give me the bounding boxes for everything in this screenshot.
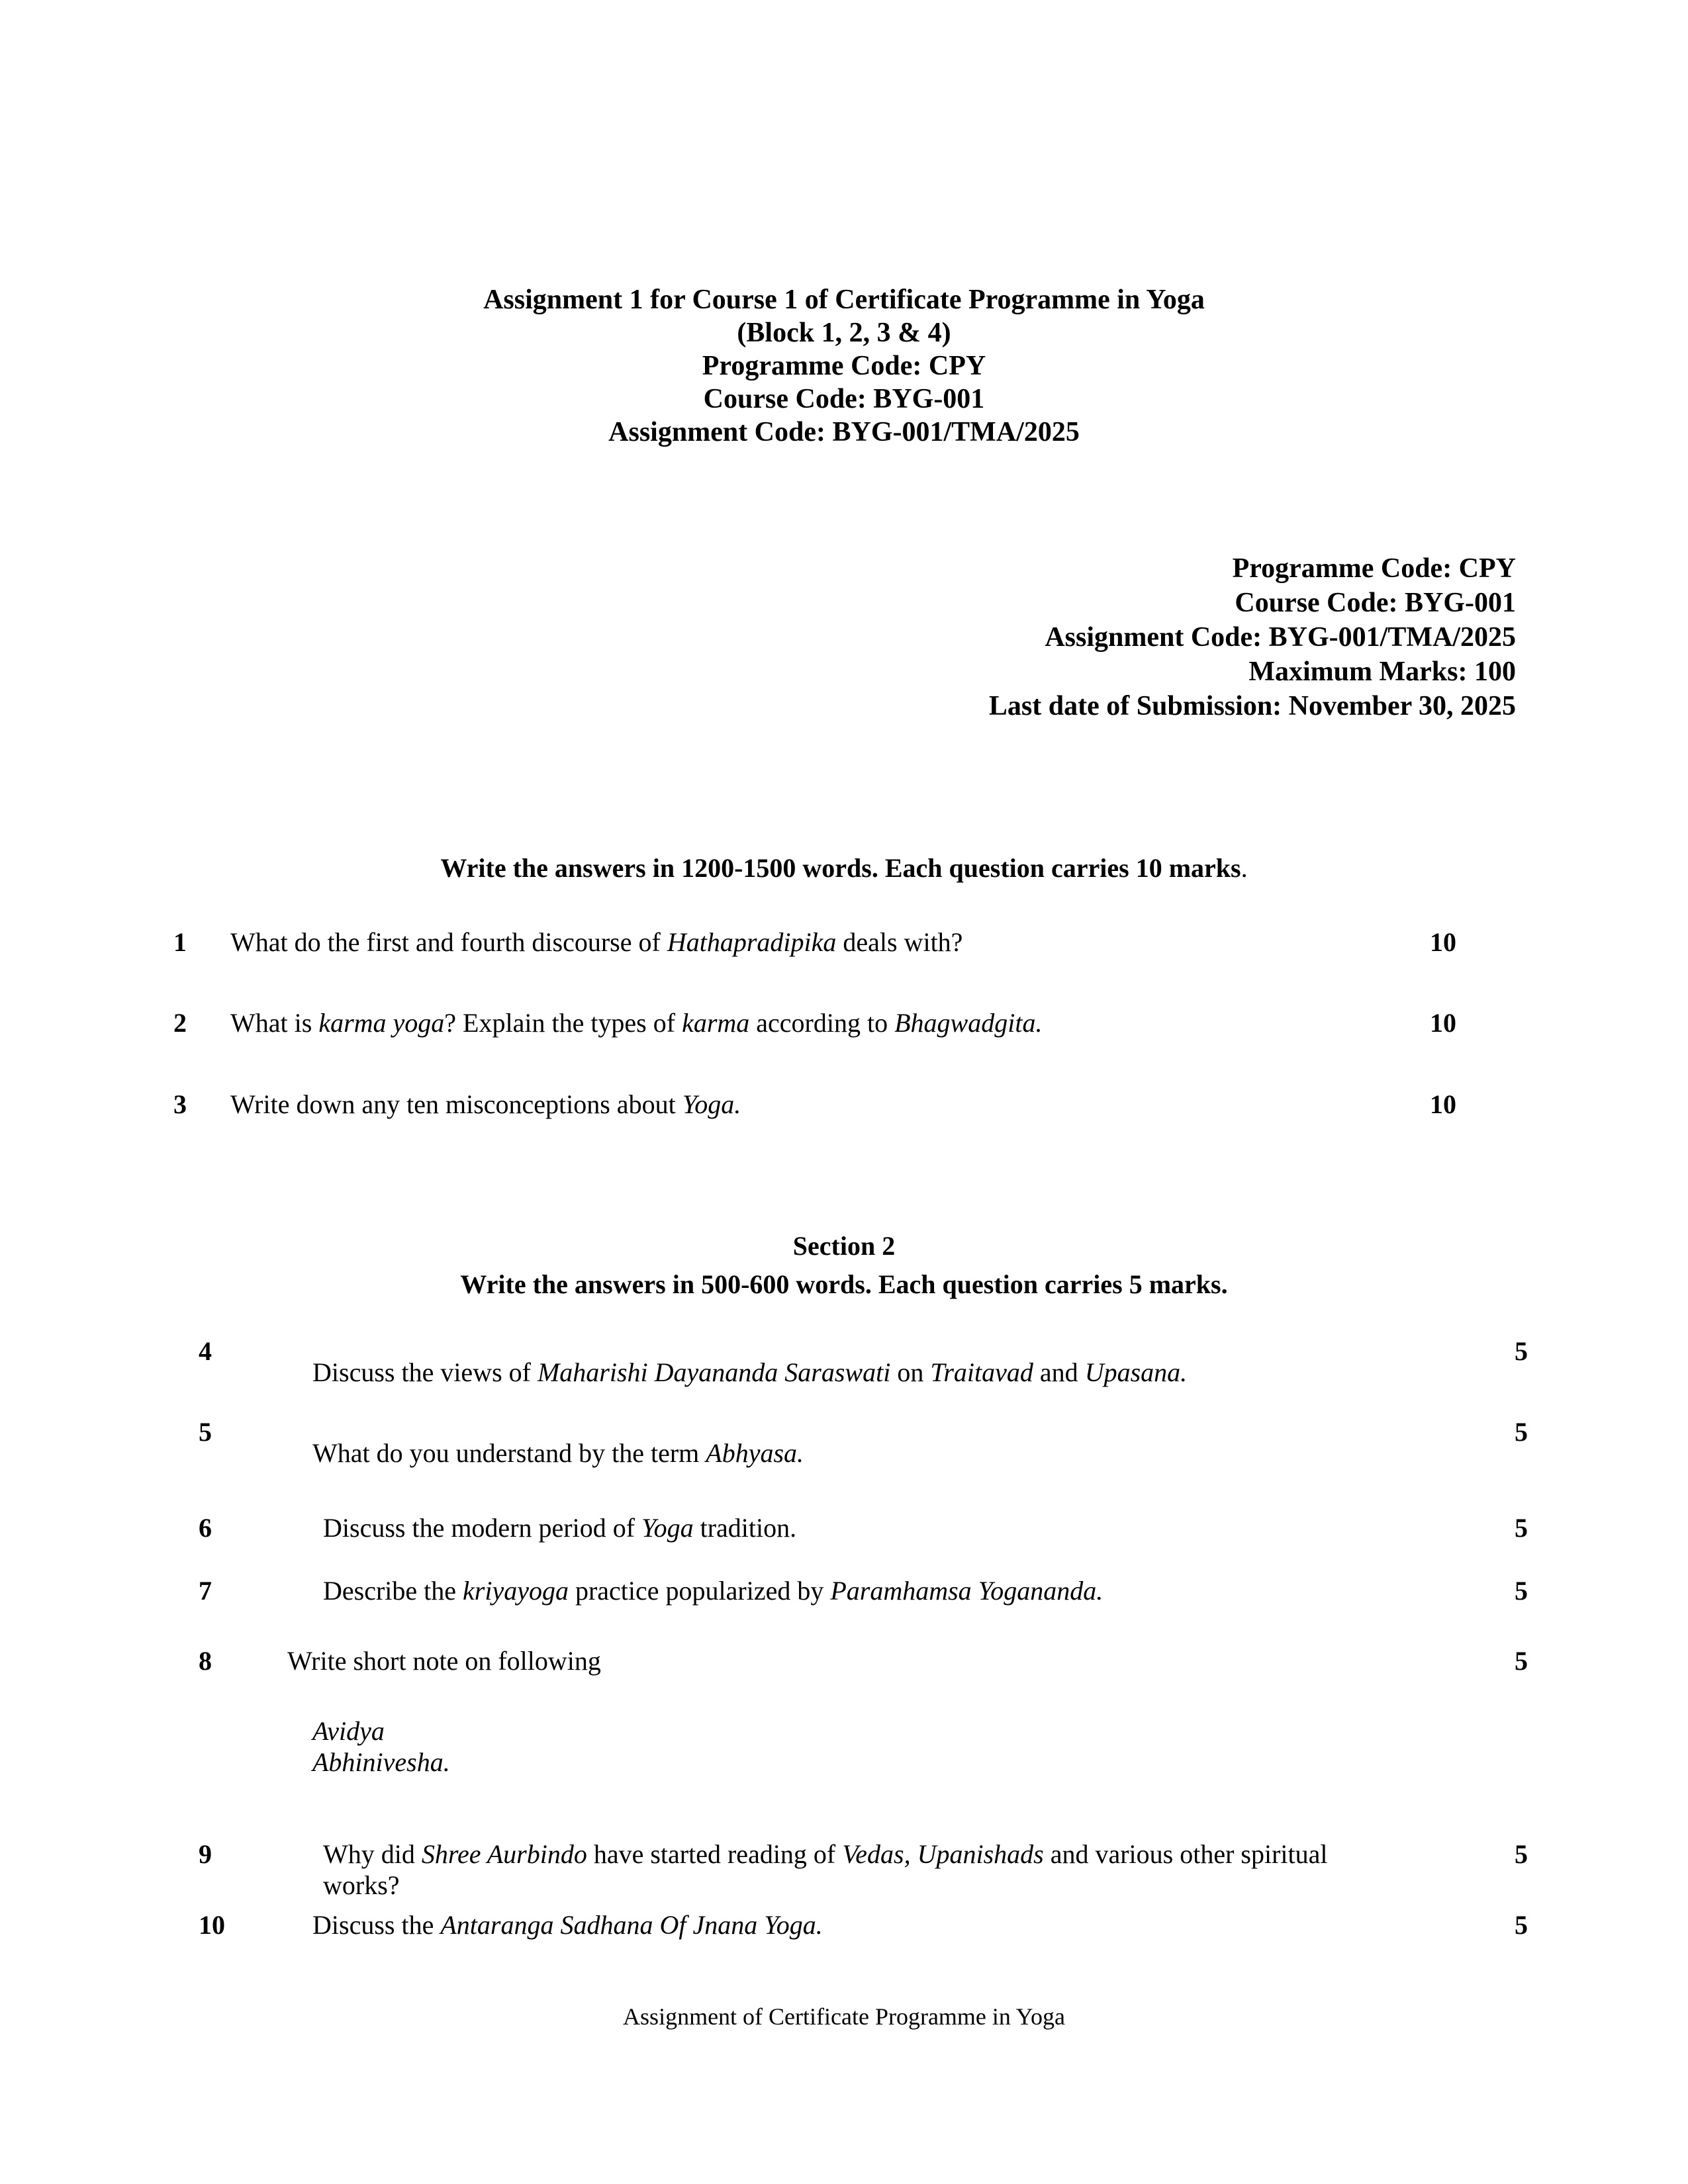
question-text-fragment-1: Write down any ten misconceptions about <box>230 1089 682 1119</box>
question-text-fragment-2: Hathapradipika <box>667 927 837 957</box>
question-number-7: 7 <box>199 1576 212 1606</box>
question-8-subitem-2: Abhinivesha. <box>312 1747 450 1777</box>
question-marks-2: 10 <box>1430 1008 1456 1038</box>
question-text-fragment-3: tradition. <box>693 1513 797 1543</box>
question-8-subitems <box>312 1715 450 1778</box>
question-text-fragment-3: have started reading of <box>586 1839 843 1869</box>
meta-course-code: Course Code: BYG-001 <box>1235 588 1516 618</box>
question-text-fragment-5: according to <box>749 1008 895 1038</box>
question-text-fragment-6: Bhagwadgita. <box>894 1008 1043 1038</box>
question-marks-9: 5 <box>1515 1839 1528 1869</box>
question-marks-7: 5 <box>1515 1576 1528 1606</box>
question-marks-6: 5 <box>1515 1513 1528 1543</box>
question-text-9 <box>323 1839 1382 1901</box>
question-number-6: 6 <box>199 1513 212 1543</box>
question-text-fragment-1: Discuss the <box>312 1910 441 1940</box>
question-text-fragment-1: Discuss the views of <box>312 1357 538 1387</box>
section1-instruction-bold: Write the answers in 1200-1500 words. Each question carries 10 marks <box>440 853 1241 883</box>
question-text-fragment-6: Upasana. <box>1084 1357 1188 1387</box>
question-text-fragment-4: Vedas, Upanishads <box>842 1839 1044 1869</box>
question-marks-3: 10 <box>1430 1089 1456 1119</box>
question-text-fragment-4: Traitavad <box>930 1357 1033 1387</box>
question-marks-4: 5 <box>1515 1336 1528 1366</box>
question-text-8 <box>287 1645 1360 1676</box>
question-text-fragment-2: Antaranga Sadhana Of Jnana Yoga. <box>440 1910 823 1940</box>
section1-instruction <box>172 852 1516 884</box>
title-line-3: Programme Code: CPY <box>702 351 986 381</box>
page-footer: Assignment of Certificate Programme in Yoga <box>623 2003 1065 2030</box>
question-text-fragment-4: karma <box>682 1008 750 1038</box>
question-text-fragment-1: What is <box>230 1008 319 1038</box>
question-marks-10: 5 <box>1515 1910 1528 1940</box>
question-text-5 <box>312 1437 1385 1469</box>
meta-maximum-marks: Maximum Marks: 100 <box>1248 657 1516 687</box>
question-number-3: 3 <box>173 1089 187 1119</box>
meta-programme-code: Programme Code: CPY <box>1232 553 1516 584</box>
section2-instruction: Write the answers in 500-600 words. Each question carries 5 marks. <box>460 1269 1228 1299</box>
question-8-subitem-1: Avidya <box>312 1716 385 1746</box>
section1-instruction-tail: . <box>1241 853 1248 883</box>
document-title-block <box>172 283 1516 449</box>
question-marks-1: 10 <box>1430 927 1456 957</box>
question-text-7 <box>323 1575 1395 1606</box>
question-text-fragment-1: What do the first and fourth discourse of <box>230 927 667 957</box>
question-text-fragment-2: Yoga <box>641 1513 694 1543</box>
question-text-1 <box>230 927 1395 958</box>
question-text-fragment-2: karma yoga <box>318 1008 445 1038</box>
question-text-10 <box>312 1909 1385 1940</box>
question-number-8: 8 <box>199 1646 212 1676</box>
question-number-4: 4 <box>199 1336 212 1366</box>
question-text-fragment-3: ? Explain the types of <box>444 1008 682 1038</box>
question-text-fragment-5: and <box>1033 1357 1085 1387</box>
meta-last-date: Last date of Submission: November 30, 2025 <box>988 691 1516 721</box>
question-text-fragment-2: Abhyasa. <box>706 1438 804 1468</box>
question-text-4 <box>312 1357 1385 1388</box>
question-text-fragment-1: Write short note on following <box>287 1646 601 1676</box>
question-text-fragment-5: and various other spiritual works? <box>323 1839 1328 1900</box>
question-number-10: 10 <box>199 1910 225 1940</box>
question-text-fragment-3: on <box>890 1357 931 1387</box>
question-text-fragment-1: What do you understand by the term <box>312 1438 706 1468</box>
question-marks-5: 5 <box>1515 1417 1528 1447</box>
question-number-1: 1 <box>173 927 187 957</box>
question-text-2 <box>230 1007 1395 1038</box>
question-text-fragment-1: Discuss the modern period of <box>323 1513 642 1543</box>
meta-assignment-code: Assignment Code: BYG-001/TMA/2025 <box>1045 622 1516 653</box>
question-text-fragment-2: Yoga. <box>682 1089 741 1119</box>
question-text-3 <box>230 1089 1395 1120</box>
section2-heading: Section 2 <box>792 1231 896 1261</box>
question-text-fragment-1: Why did <box>323 1839 422 1869</box>
question-marks-8: 5 <box>1515 1646 1528 1676</box>
question-text-fragment-4: Paramhamsa Yogananda. <box>830 1576 1103 1606</box>
question-text-6 <box>323 1512 1395 1543</box>
question-number-5: 5 <box>199 1417 212 1447</box>
question-number-2: 2 <box>173 1008 187 1038</box>
title-line-1: Assignment 1 for Course 1 of Certificate Programme in Yoga <box>483 285 1205 315</box>
assignment-meta-block <box>748 551 1516 723</box>
question-text-fragment-2: kriyayoga <box>463 1576 569 1606</box>
title-line-2: (Block 1, 2, 3 & 4) <box>737 318 951 348</box>
question-text-fragment-3: deals with? <box>836 927 963 957</box>
question-text-fragment-3: practice popularized by <box>568 1576 831 1606</box>
question-text-fragment-2: Shree Aurbindo <box>421 1839 587 1869</box>
question-text-fragment-2: Maharishi Dayananda Saraswati <box>537 1357 891 1387</box>
question-text-fragment-1: Describe the <box>323 1576 463 1606</box>
title-line-4: Course Code: BYG-001 <box>703 384 985 414</box>
question-number-9: 9 <box>199 1839 212 1869</box>
title-line-5: Assignment Code: BYG-001/TMA/2025 <box>608 417 1080 447</box>
